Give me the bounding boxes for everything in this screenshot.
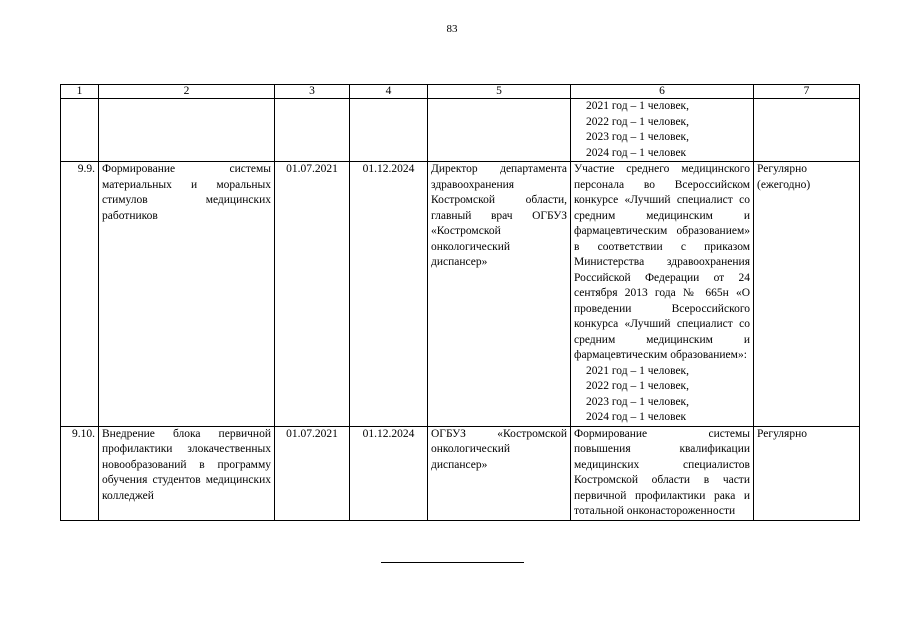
count-line: 2023 год – 1 человек,	[586, 395, 690, 408]
responsible-cell: Директор департамента здравоохранения Костромской области, главный врач ОГБУЗ «Костромской онкологический диспансер»	[428, 162, 571, 427]
count-line: 2024 год – 1 человек	[586, 411, 687, 423]
count-line: 2023 год – 1 человек,	[586, 131, 690, 143]
header-col-2: 2	[99, 85, 275, 99]
count-line: 2024 год – 1 человек	[586, 146, 687, 159]
start-date-cell: 01.07.2021	[275, 162, 350, 427]
continuation-counts	[571, 99, 754, 162]
row-number: 9.9.	[61, 162, 99, 427]
header-row	[61, 85, 860, 99]
result-cell: Формирование системы повышения квалификации медицинских специалистов Костромской области в части первичной профилактики рака и тотальной онконастороженности	[571, 426, 754, 520]
header-col-4: 4	[350, 85, 428, 99]
plan-table	[60, 84, 860, 521]
activity-cell: Внедрение блока первичной профилактики злокачественных новообразований в программу обучения студентов медицинских колледжей	[99, 426, 275, 520]
header-col-5: 5	[428, 85, 571, 99]
continuation-row	[61, 99, 860, 162]
count-line: 2021 год – 1 человек,	[586, 364, 690, 377]
count-line: 2022 год – 1 человек,	[586, 380, 690, 392]
header-col-6: 6	[571, 85, 754, 99]
cell-empty	[275, 99, 350, 162]
end-date-cell: 01.12.2024	[350, 162, 428, 427]
header-col-7: 7	[754, 85, 860, 99]
page-number: 83	[446, 23, 458, 35]
header-col-3: 3	[275, 85, 350, 99]
header-col-1: 1	[61, 85, 99, 99]
footnote-separator	[381, 562, 524, 563]
periodicity-cell: Регулярно	[754, 426, 860, 520]
activity-cell: Формирование системы материальных и моральных стимулов медицинских работников	[99, 162, 275, 427]
result-cell	[571, 162, 754, 427]
cell-empty	[428, 99, 571, 162]
responsible-cell: ОГБУЗ «Костромской онкологический диспансер»	[428, 426, 571, 520]
row-number: 9.10.	[61, 426, 99, 520]
cell-empty	[350, 99, 428, 162]
table-row	[61, 426, 860, 520]
count-line: 2021 год – 1 человек,	[586, 100, 690, 112]
result-text: Участие среднего медицинского персонала во Всероссийском конкурсе «Лучший специалист со средним медицинским и фармацевтическим образованием» в соответствии с приказом Министерства здравоохранения Российской Федерации от 24 сентября 2013 года № 665н «О проведении Всероссийского конкурса «Лучший специалист со средним медицинским и фармацевтическим образованием»:	[574, 163, 750, 361]
cell-empty	[61, 99, 99, 162]
cell-empty	[754, 99, 860, 162]
table-row	[61, 162, 860, 427]
start-date-cell: 01.07.2021	[275, 426, 350, 520]
cell-empty	[99, 99, 275, 162]
end-date-cell: 01.12.2024	[350, 426, 428, 520]
periodicity-cell: Регулярно (ежегодно)	[754, 162, 860, 427]
count-line: 2022 год – 1 человек,	[586, 115, 690, 128]
